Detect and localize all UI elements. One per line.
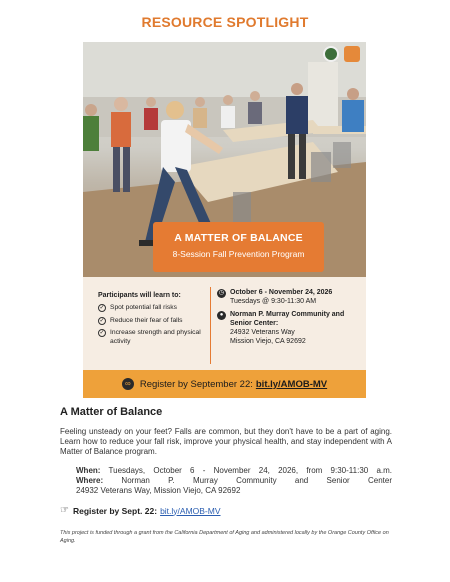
- when-label: When:: [76, 466, 101, 475]
- event-flyer: [83, 42, 366, 398]
- register-line: [60, 505, 221, 516]
- where-line: [76, 476, 392, 486]
- link-icon: ∞: [122, 378, 134, 390]
- list-item: [98, 304, 206, 313]
- column-divider: [210, 287, 211, 364]
- check-circle-icon: ✓: [99, 330, 105, 336]
- event-dates: October 6 - November 24, 2026: [230, 289, 333, 296]
- learn-item-text: Reduce their fear of falls: [110, 316, 183, 324]
- when-value: Tuesdays, October 6 - November 24, 2026, from 9:30-11:30 a.m.: [108, 466, 393, 475]
- location-row: [217, 310, 363, 346]
- check-circle-icon: ✓: [99, 317, 105, 324]
- learn-list: [98, 292, 206, 350]
- flyer-register-link[interactable]: bit.ly/AMOB-MV: [255, 378, 328, 390]
- learn-item-text: Spot potential fall risks: [110, 304, 177, 311]
- banner-subtitle: 8-Session Fall Prevention Program: [172, 249, 305, 259]
- city-seal-icon: [323, 46, 339, 62]
- venue-street: 24932 Veterans Way: [230, 329, 295, 336]
- event-details: [217, 288, 363, 350]
- where-address: 24932 Veterans Way, Mission Viejo, CA 92692: [76, 486, 241, 495]
- learn-heading: Participants will learn to:: [98, 292, 181, 299]
- schedule-row: [217, 288, 363, 306]
- pointing-hand-icon: ☞: [60, 505, 69, 516]
- funding-footnote: This project is funded through a grant from the California Department of Aging and administered locally by the Orange County Office on Aging.: [60, 530, 389, 544]
- venue-city: Mission Viejo, CA 92692: [230, 338, 306, 345]
- learn-item-text: Increase strength and physical activity: [110, 329, 201, 345]
- where-label: Where:: [76, 476, 104, 485]
- where-value: Norman P. Murray Community and Senior Center: [121, 476, 392, 485]
- article-paragraph: Feeling unsteady on your feet? Falls are common, but they don't have to be a part of aging. Learn how to reduce your fall risk, improve your physical health, and stay independent with A Matter of Balance program.: [60, 427, 392, 456]
- event-info-block: [76, 466, 392, 496]
- banner-title: A MATTER OF BALANCE: [174, 232, 303, 244]
- program-banner: [153, 222, 324, 272]
- sponsor-logo-icon: [344, 46, 360, 62]
- class-photo: [83, 42, 366, 277]
- page-title: RESOURCE SPOTLIGHT: [141, 14, 309, 30]
- clock-icon: ◷: [218, 289, 225, 296]
- check-circle-icon: ✓: [99, 305, 105, 311]
- register-link[interactable]: bit.ly/AMOB-MV: [160, 505, 221, 516]
- register-text: Register by September 22:: [139, 378, 253, 390]
- location-pin-icon: ●: [217, 311, 226, 320]
- when-line: [76, 466, 392, 476]
- flyer-info: [83, 277, 366, 370]
- sponsor-logos: [323, 46, 360, 62]
- article-heading: A Matter of Balance: [60, 406, 163, 418]
- register-label: Register by Sept. 22:: [72, 505, 158, 516]
- list-item: [98, 317, 206, 326]
- event-times: Tuesdays @ 9:30-11:30 AM: [230, 298, 317, 305]
- venue-name: Norman P. Murray Community and Senior Center:: [230, 311, 345, 327]
- register-strip: [83, 370, 366, 398]
- list-item: [98, 329, 206, 346]
